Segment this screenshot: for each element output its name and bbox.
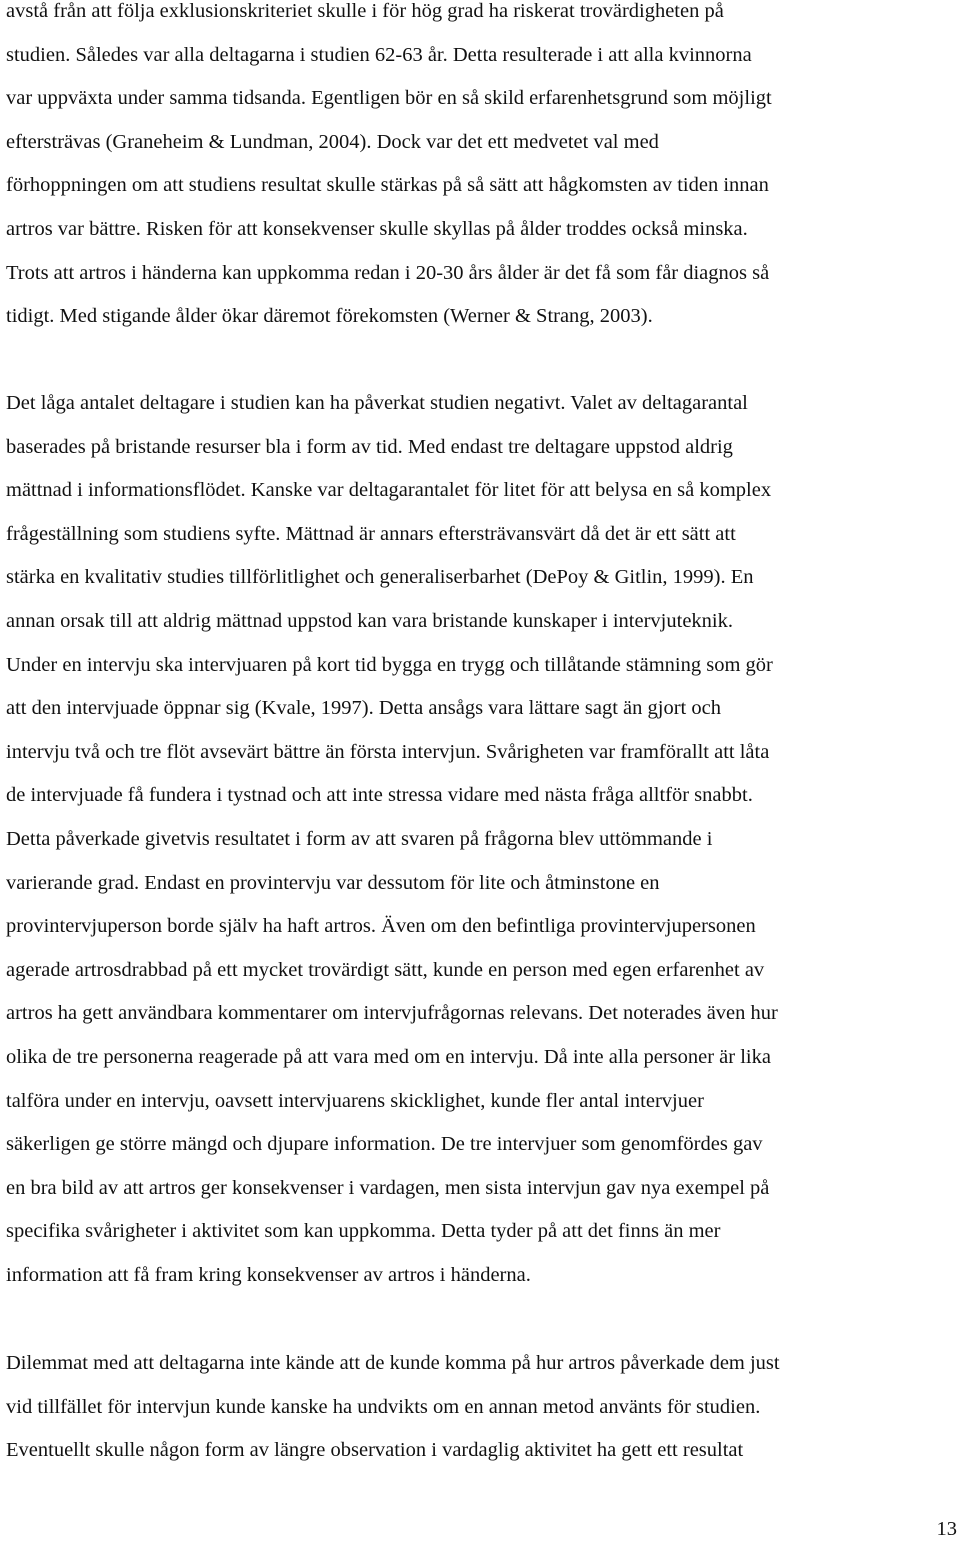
text-line: intervju två och tre flöt avsevärt bättre än första intervjun. Svårigheten var framförallt att låta: [6, 740, 770, 763]
text-line: annan orsak till att aldrig mättnad uppstod kan vara bristande kunskaper i intervjuteknik.: [6, 609, 733, 632]
text-line: studien. Således var alla deltagarna i studien 62-63 år. Detta resulterade i att alla kvinnorna: [6, 43, 752, 66]
text-line: vid tillfället för intervjun kunde kanske ha undvikts om en annan metod använts för studien.: [6, 1395, 761, 1418]
text-line: stärka en kvalitativ studies tillförlitlighet och generaliserbarhet (DePoy & Gitlin, 1999). En: [6, 566, 754, 589]
text-line: agerade artrosdrabbad på ett mycket trovärdigt sätt, kunde en person med egen erfarenhet av: [6, 958, 765, 981]
text-line: en bra bild av att artros ger konsekvenser i vardagen, men sista intervjun gav nya exempel på: [6, 1176, 770, 1199]
text-line: frågeställning som studiens syfte. Mättnad är annars eftersträvansvärt då det är ett sätt att: [6, 522, 736, 545]
text-line: talföra under en intervju, oavsett intervjuarens skicklighet, kunde fler antal intervjuer: [6, 1089, 704, 1112]
text-line: Det låga antalet deltagare i studien kan ha påverkat studien negativt. Valet av deltagarantal: [6, 392, 748, 414]
text-line: baserades på bristande resurser bla i form av tid. Med endast tre deltagare uppstod aldrig: [6, 435, 733, 458]
text-line: att den intervjuade öppnar sig (Kvale, 1997). Detta ansågs vara lättare sagt än gjort och: [6, 697, 721, 720]
text-line: Trots att artros i händerna kan uppkomma redan i 20-30 års ålder är det få som får diagnos så: [6, 261, 770, 284]
text-line: förhoppningen om att studiens resultat skulle stärkas på så sätt att hågkomsten av tiden innan: [6, 174, 769, 197]
text-line: varierande grad. Endast en provintervju var dessutom för lite och åtminstone en: [6, 871, 660, 894]
text-line: eftersträvas (Graneheim & Lundman, 2004). Dock var det ett medvetet val med: [6, 130, 659, 153]
text-line: artros ha gett användbara kommentarer om intervjufrågornas relevans. Det noterades även hur: [6, 1002, 778, 1025]
text-line: olika de tre personerna reagerade på att vara med om en intervju. Då inte alla personer är lika: [6, 1045, 771, 1068]
text-line: specifika svårigheter i aktivitet som kan uppkomma. Detta tyder på att det finns än mer: [6, 1220, 721, 1243]
text-line: Under en intervju ska intervjuaren på kort tid bygga en trygg och tillåtande stämning som gör: [6, 653, 773, 676]
text-line: Detta påverkade givetvis resultatet i form av att svaren på frågorna blev uttömmande i: [6, 827, 713, 850]
text-line: säkerligen ge större mängd och djupare information. De tre intervjuer som genomfördes gav: [6, 1133, 763, 1156]
text-line: de intervjuade få fundera i tystnad och att inte stressa vidare med nästa fråga alltför snabbt.: [6, 784, 753, 807]
text-line: artros var bättre. Risken för att konsekvenser skulle skyllas på ålder troddes också minska.: [6, 217, 748, 240]
text-line: Dilemmat med att deltagarna inte kände att de kunde komma på hur artros påverkade dem just: [6, 1352, 780, 1374]
text-line: var uppväxta under samma tidsanda. Egentligen bör en så skild erfarenhetsgrund som möjligt: [6, 87, 772, 110]
paragraph-method-dilemma: [6, 1342, 780, 1473]
text-line: provintervjuperson borde själv ha haft artros. Även om den befintliga provintervjupersonen: [6, 915, 756, 938]
text-line: avstå från att följa exklusionskriteriet skulle i för hög grad ha riskerat trovärdigheten på: [6, 0, 724, 22]
paragraph-participants-age: [6, 0, 772, 339]
text-line: mättnad i informationsflödet. Kanske var deltagarantalet för litet för att belysa en så komplex: [6, 479, 772, 502]
page-number: 13: [936, 1518, 957, 1540]
text-line: Eventuellt skulle någon form av längre observation i vardaglig aktivitet ha gett ett resultat: [6, 1439, 744, 1462]
text-line: information att få fram kring konsekvenser av artros i händerna.: [6, 1263, 531, 1286]
paragraph-participant-count: [6, 382, 778, 1297]
text-line: tidigt. Med stigande ålder ökar däremot förekomsten (Werner & Strang, 2003).: [6, 305, 653, 328]
